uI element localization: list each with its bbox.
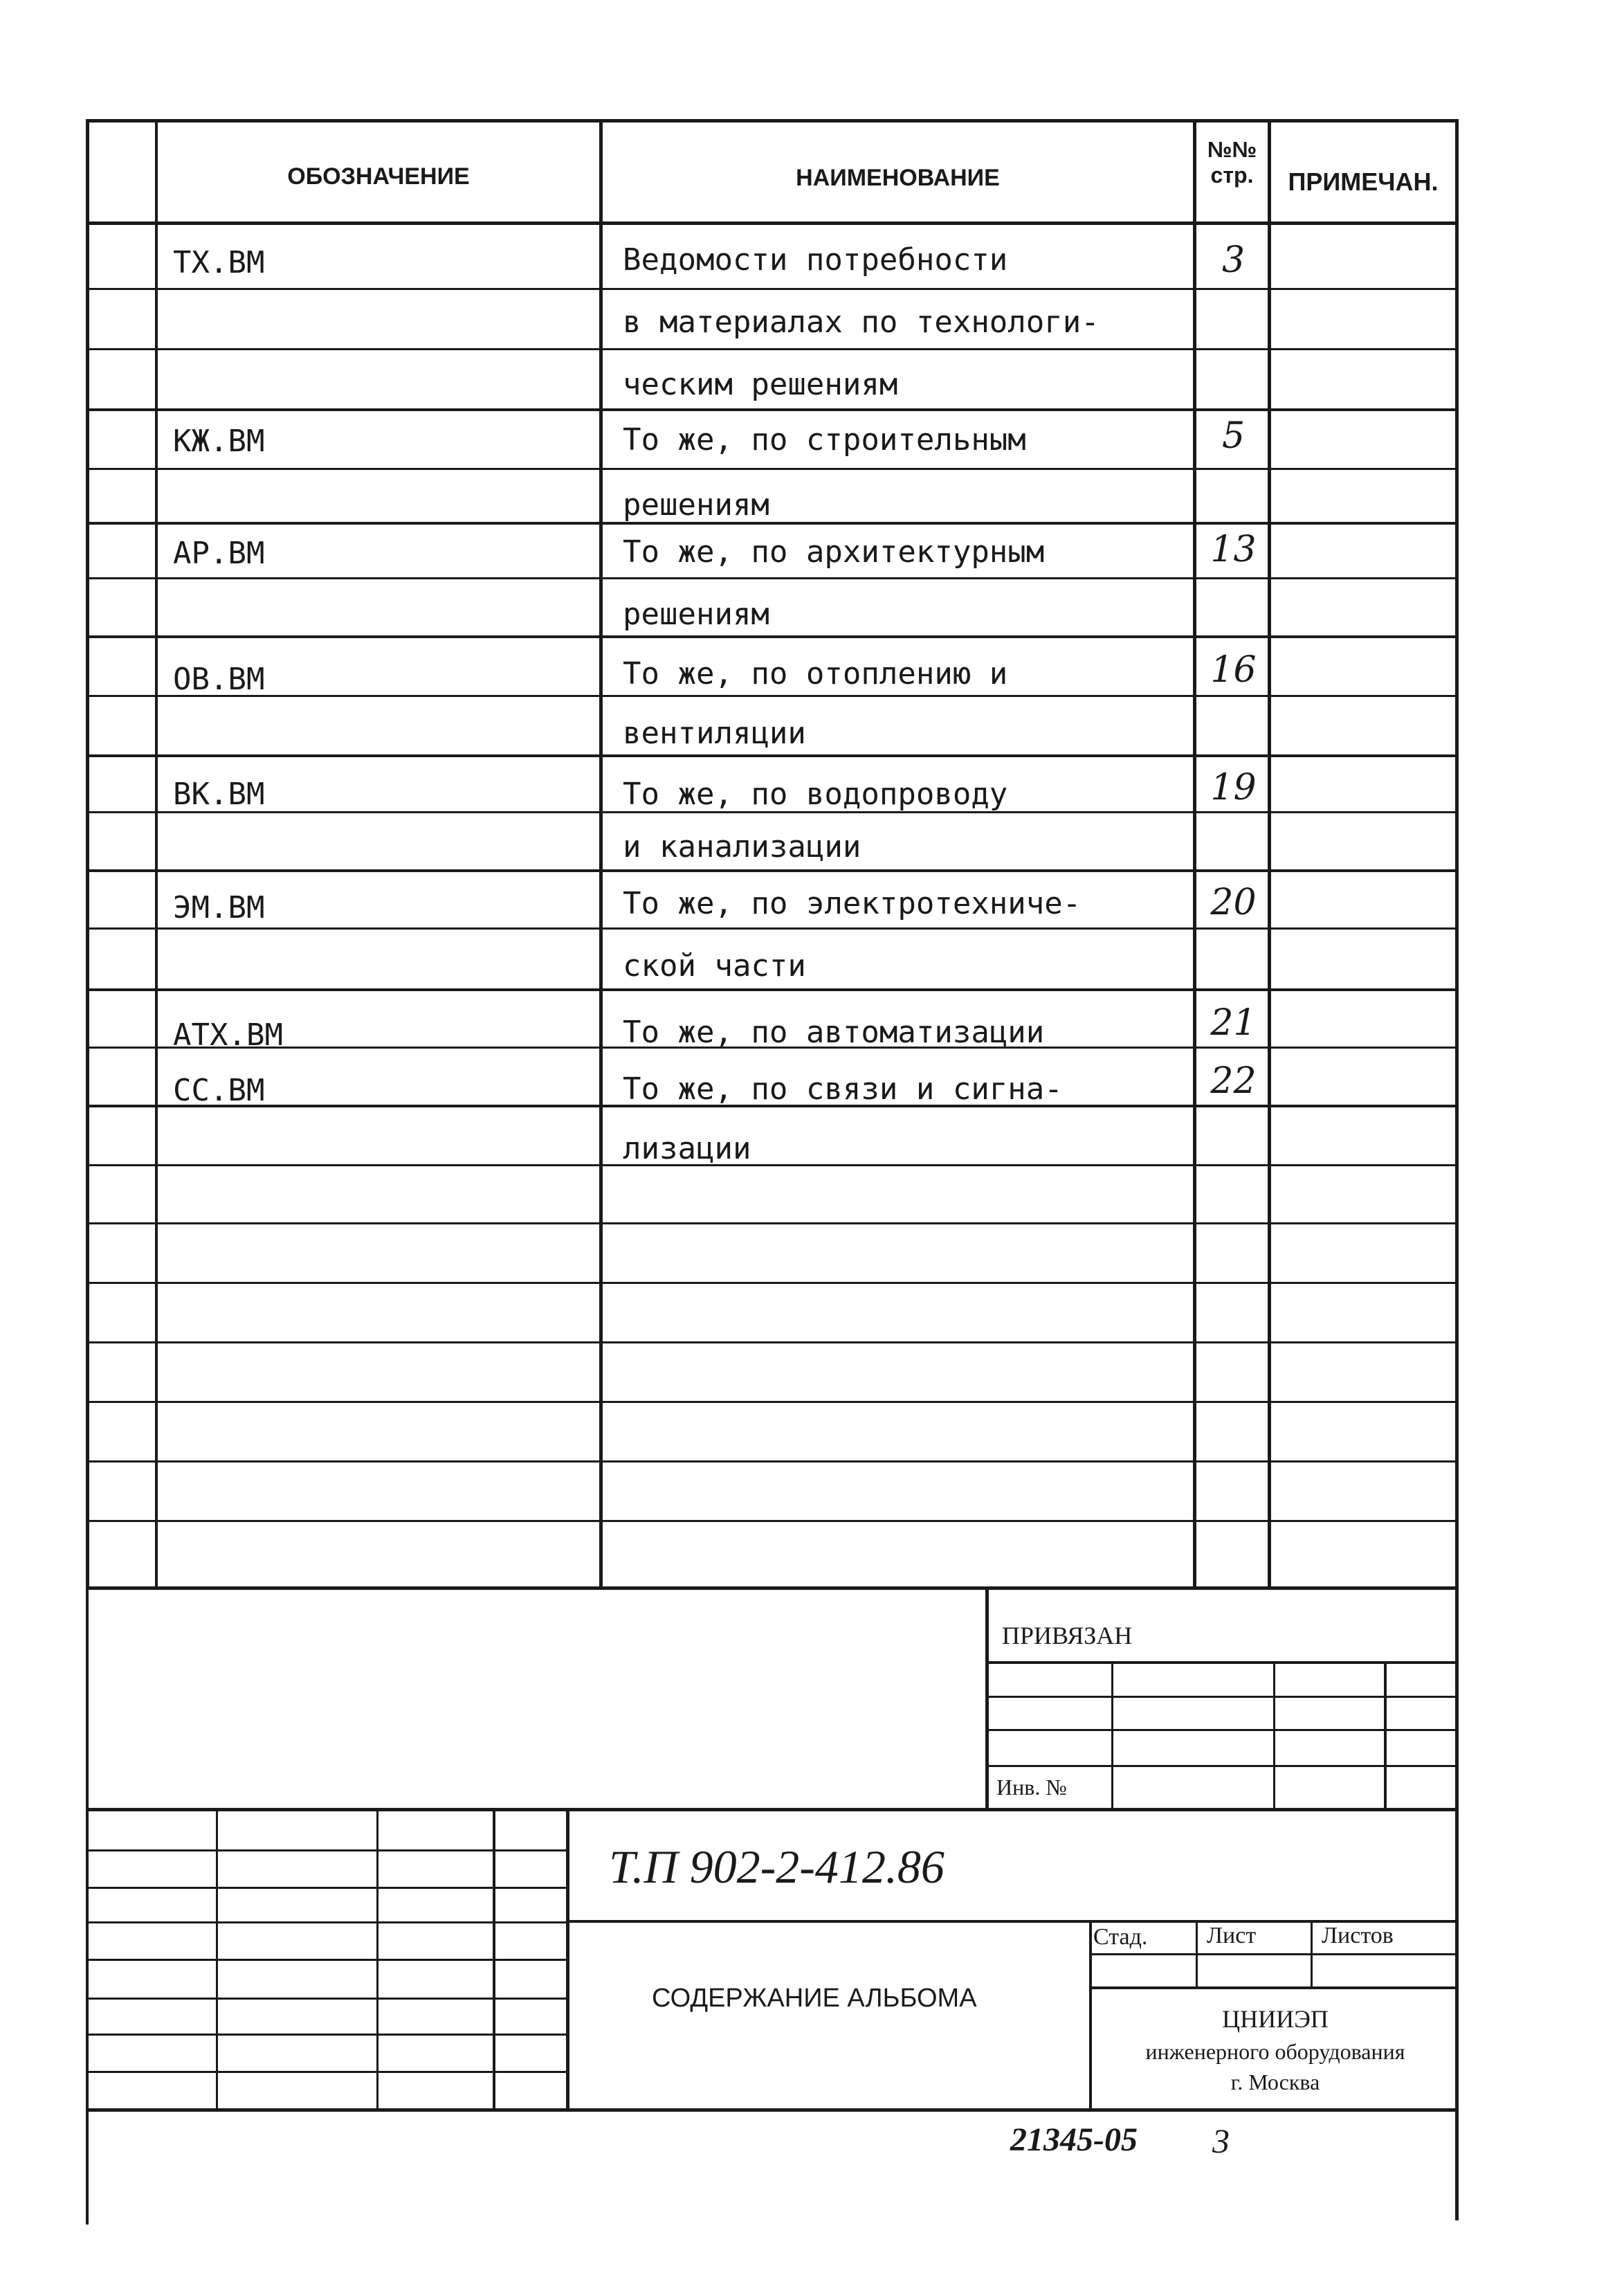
- row-code: ЭМ.ВМ: [173, 890, 265, 925]
- row-page: 20: [1210, 882, 1257, 923]
- row-page: 21: [1210, 1002, 1257, 1044]
- row-page: 13: [1210, 529, 1257, 570]
- row-name: ской части: [623, 948, 806, 984]
- row-name: То же, по электротехниче-: [623, 886, 1082, 921]
- row-code: АР.ВМ: [173, 536, 265, 571]
- header-page-no: [1196, 137, 1268, 188]
- row-name: То же, по отоплению и: [623, 656, 1008, 691]
- row-name: ческим решениям: [623, 367, 898, 402]
- header-page-no-line1: №№: [1207, 137, 1257, 162]
- row-name: То же, по архитектурным: [623, 534, 1045, 570]
- row-code: АТХ.ВМ: [173, 1017, 283, 1053]
- row-name: решениям: [623, 597, 769, 632]
- footer-page: 3: [1212, 2121, 1230, 2160]
- sheets-label: Листов: [1322, 1923, 1394, 1948]
- album-title: СОДЕРЖАНИЕ АЛЬБОМА: [652, 1984, 977, 2013]
- binding-title: ПРИВЯЗАН: [1002, 1622, 1133, 1649]
- row-name: вентиляции: [623, 716, 806, 751]
- stage-label: Стад.: [1093, 1924, 1148, 1950]
- header-designation: ОБОЗНАЧЕНИЕ: [287, 163, 470, 190]
- sheet-label: Лист: [1207, 1923, 1257, 1948]
- row-name: То же, по водопроводу: [623, 777, 1008, 812]
- archive-number: 21345-05: [1010, 2121, 1138, 2158]
- org-line3: г. Москва: [1230, 2070, 1320, 2094]
- row-page: 19: [1210, 767, 1257, 808]
- row-code: ОВ.ВМ: [173, 662, 265, 697]
- org-line2: инженерного оборудования: [1145, 2039, 1405, 2064]
- row-code: ВК.ВМ: [173, 777, 265, 812]
- org-line1: ЦНИИЭП: [1222, 2005, 1329, 2033]
- doc-number: Т.П 902-2-412.86: [609, 1840, 945, 1893]
- row-name: То же, по автоматизации: [623, 1015, 1045, 1050]
- header-page-no-line2: стр.: [1210, 162, 1254, 188]
- title-stamp: [0, 1804, 1624, 2164]
- row-name: и канализации: [623, 829, 861, 864]
- row-name: То же, по строительным: [623, 422, 1026, 458]
- row-name: решениям: [623, 487, 769, 523]
- row-page: 5: [1221, 415, 1246, 457]
- row-page: 3: [1221, 239, 1246, 281]
- row-name: в материалах по технологи-: [623, 305, 1100, 340]
- row-page: 22: [1210, 1060, 1257, 1102]
- row-name: лизации: [623, 1131, 751, 1166]
- row-page: 16: [1210, 649, 1257, 691]
- row-name: То же, по связи и сигна-: [623, 1071, 1063, 1107]
- binding-inv-label: Инв. №: [996, 1775, 1067, 1800]
- header-name: НАИМЕНОВАНИЕ: [796, 165, 1000, 191]
- row-code: СС.ВМ: [173, 1073, 265, 1108]
- row-code: КЖ.ВМ: [173, 424, 265, 459]
- row-code: ТХ.ВМ: [173, 245, 265, 280]
- header-note: ПРИМЕЧАН.: [1288, 167, 1439, 196]
- binding-block: [0, 1589, 1624, 1811]
- row-name: Ведомости потребности: [623, 242, 1008, 278]
